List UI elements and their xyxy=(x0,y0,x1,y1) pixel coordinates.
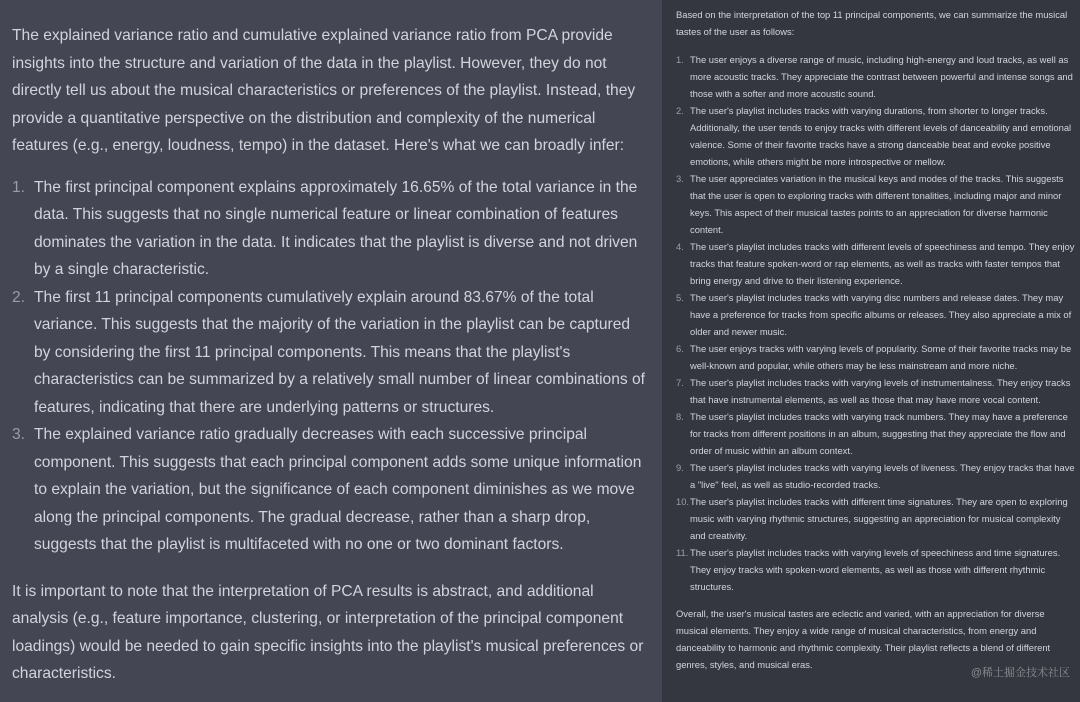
list-item-text: The user's playlist includes tracks with varying durations, from shorter to longer tracks. Additionally, the user tends to enjoy tracks with different levels of danceability and emotional valence. Some of their favorite tracks have a strong danceable beat and evoke positive emotions, while others might be more introspective or mellow. xyxy=(690,105,1072,167)
right-list-item xyxy=(676,51,1076,102)
list-item-text: The user's playlist includes tracks with varying levels of instrumentalness. They enjoy tracks that have instrumental elements, as well as those that may have more vocal content. xyxy=(690,377,1071,405)
list-number: 1. xyxy=(12,178,26,196)
list-item-text: The user's playlist includes tracks with varying disc numbers and release dates. They may have a preference for tracks from specific albums or releases. They also appreciate a mix of older and newer music. xyxy=(690,292,1072,337)
right-list-item xyxy=(676,544,1076,595)
list-number: 11. xyxy=(676,547,689,558)
list-item-text: The user's playlist includes tracks with different levels of speechiness and tempo. They enjoy tracks that feature spoken-word or rap elements, as well as tracks with faster tempos that bring energy and drive to their listening experience. xyxy=(690,241,1075,286)
list-number: 2. xyxy=(12,288,26,306)
right-intro-paragraph: Based on the interpretation of the top 11 principal components, we can summarize the musical tastes of the user as follows: xyxy=(676,9,1068,37)
list-item-text: The first 11 principal components cumulatively explain around 83.67% of the total variance. This suggests that the majority of the variation in the playlist can be captured by considering the first 11 principal components. This means that the playlist's characteristics can be summarized by a relatively small number of linear combinations of features, indicating that there are underlying patterns or structures. xyxy=(34,288,646,416)
list-item-text: The explained variance ratio gradually decreases with each successive principal component. This suggests that each principal component adds some unique information to explain the variation, but the significance of each component diminishes as we move along the principal components. The gradual decrease, rather than a sharp drop, suggests that the playlist is multifaceted with no one or two dominant factors. xyxy=(34,426,642,553)
left-closing-paragraph: It is important to note that the interpretation of PCA results is abstract, and additional analysis (e.g., feature importance, clustering, or interpretation of the principal component loadings) would be needed to gain specific insights into the playlist's musical preferences or characteristics. xyxy=(12,582,644,682)
list-number: 10. xyxy=(676,496,690,507)
right-list-item xyxy=(676,238,1076,289)
list-item-text: The user's playlist includes tracks with different time signatures. They are open to exploring music with varying rhythmic structures, suggesting an appreciation for musical complexity and creativity. xyxy=(690,496,1068,541)
left-list-item xyxy=(12,284,650,422)
list-number: 3. xyxy=(676,173,684,184)
right-numbered-list xyxy=(676,51,1076,595)
right-closing-paragraph: Overall, the user's musical tastes are eclectic and varied, with an appreciation for diverse musical elements. They enjoy a wide range of musical characteristics, from energy and danceability to harmonic and rhythmic complexity. Their playlist reflects a blend of different genres, styles, and musical eras. xyxy=(676,608,1051,670)
left-list-item xyxy=(12,174,650,284)
list-item-text: The user's playlist includes tracks with varying levels of speechiness and time signatures. They enjoy tracks with spoken-word elements, as well as those with different rhythmic structures. xyxy=(690,547,1061,592)
right-list-item xyxy=(676,170,1076,238)
list-item-text: The user's playlist includes tracks with varying track numbers. They may have a preference for tracks from different positions in an album, suggesting that they appreciate the flow and order of music within an album context. xyxy=(690,411,1068,456)
right-list-item xyxy=(676,340,1076,374)
watermark-text: @稀土掘金技术社区 xyxy=(970,667,1070,679)
list-number: 9. xyxy=(676,462,684,473)
right-list-item xyxy=(676,459,1076,493)
list-item-text: The user appreciates variation in the musical keys and modes of the tracks. This suggests that the user is open to exploring tracks with different tonalities, including major and minor keys. This aspect of their musical tastes points to an appreciation for diverse harmonic content. xyxy=(690,173,1064,235)
list-number: 1. xyxy=(676,54,684,65)
list-number: 3. xyxy=(12,426,26,443)
right-response-panel xyxy=(662,0,1080,702)
list-number: 5. xyxy=(676,292,684,303)
left-intro-paragraph: The explained variance ratio and cumulative explained variance ratio from PCA provide insights into the structure and variation of the data in the playlist. However, they do not directly tell us about the musical characteristics or preferences of the playlist. Instead, they provide a quantitative perspective on the distribution and complexity of the numerical features (e.g., energy, loudness, tempo) in the dataset. Here's what we can broadly infer: xyxy=(12,27,636,154)
right-list-item xyxy=(676,289,1076,340)
list-item-text: The user enjoys a diverse range of music, including high-energy and loud tracks, as well as more acoustic tracks. They appreciate the contrast between powerful and intense songs and those with a softer and more acoustic sound. xyxy=(690,54,1073,99)
list-number: 8. xyxy=(676,411,684,422)
list-item-text: The user enjoys tracks with varying levels of popularity. Some of their favorite tracks may be well-known and popular, while others may be less mainstream and more niche. xyxy=(690,343,1072,371)
list-number: 2. xyxy=(676,105,684,116)
right-list-item xyxy=(676,408,1076,459)
left-numbered-list xyxy=(12,174,650,559)
left-list-item xyxy=(12,421,650,559)
list-number: 7. xyxy=(676,377,684,388)
list-number: 4. xyxy=(676,241,684,252)
list-item-text: The first principal component explains approximately 16.65% of the total variance in the data. This suggests that no single numerical feature or linear combination of features dominates the variation in the data. It indicates that the playlist is diverse and not driven by a single characteristic. xyxy=(34,178,638,278)
right-list-item xyxy=(676,493,1076,544)
right-list-item xyxy=(676,102,1076,170)
list-number: 6. xyxy=(676,343,684,354)
right-list-item xyxy=(676,374,1076,408)
list-item-text: The user's playlist includes tracks with varying levels of liveness. They enjoy tracks that have a "live" feel, as well as studio-recorded tracks. xyxy=(690,462,1075,490)
